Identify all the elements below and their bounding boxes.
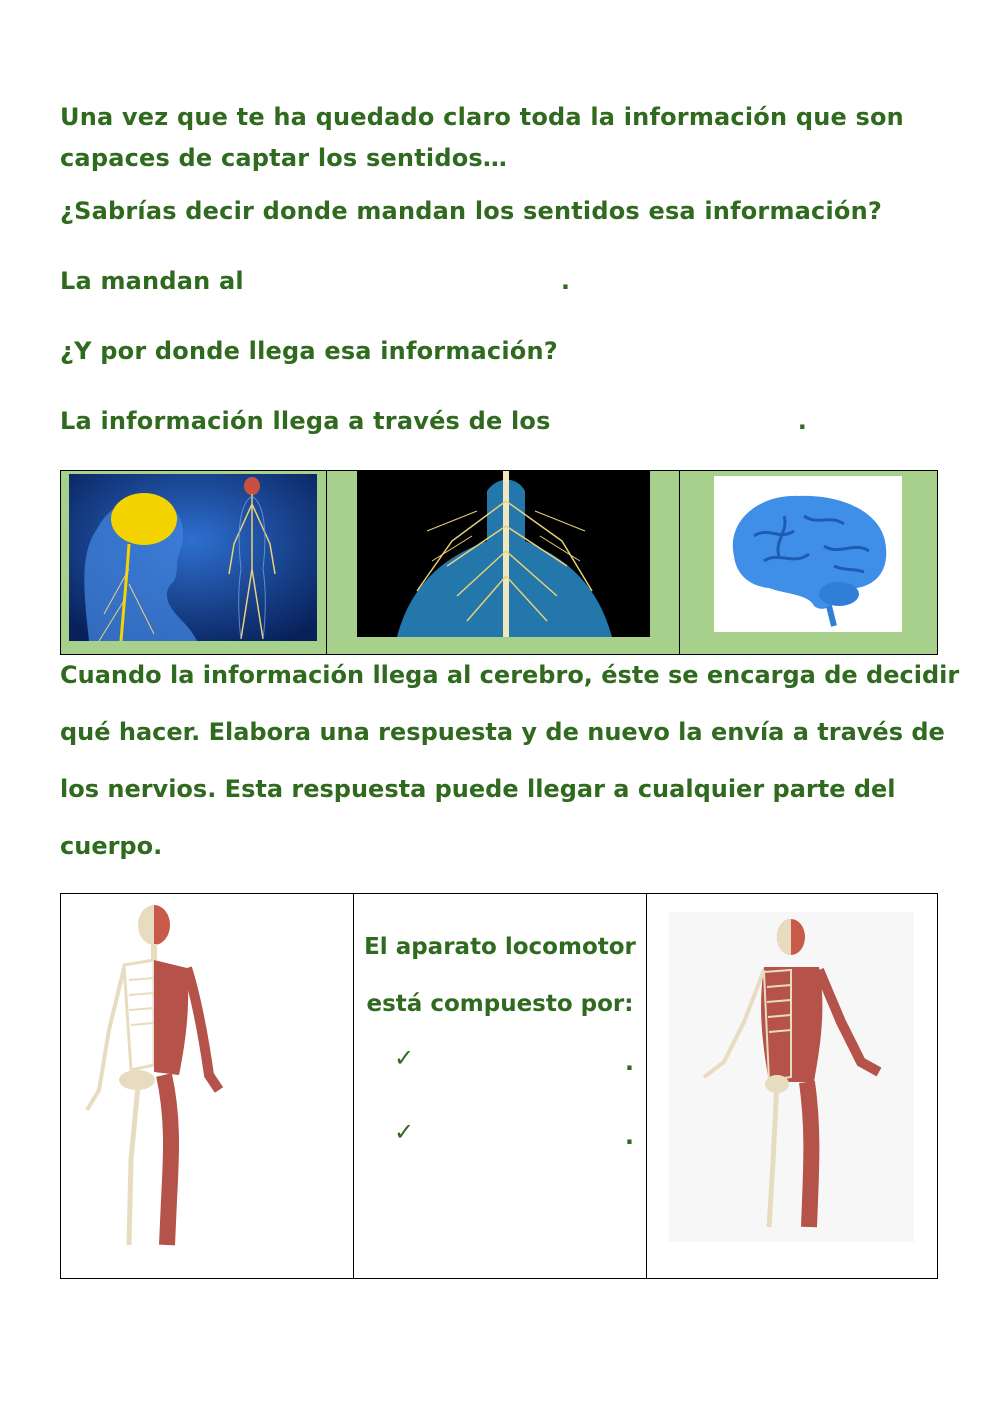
answer-2-prefix: La información llega a través de los — [60, 407, 551, 435]
question-1: ¿Sabrías decir donde mandan los sentidos esa información? — [60, 197, 883, 225]
answer-1-suffix: . — [560, 267, 571, 295]
strip-divider — [326, 471, 327, 654]
skeleton-muscle-figure-right — [669, 912, 914, 1242]
checkmark-icon: ✓ — [394, 1118, 415, 1146]
locomotor-item-2-suffix: . — [624, 1122, 634, 1150]
answer-1-blank-input[interactable] — [252, 267, 552, 295]
locomotor-item-2-input[interactable] — [434, 1118, 604, 1146]
locomotor-title-line-2: está compuesto por: — [366, 991, 634, 1017]
nervous-system-image-strip — [60, 470, 938, 655]
answer-1-prefix: La mandan al — [60, 267, 244, 295]
nervous-system-woman-image — [69, 474, 317, 641]
explanation-paragraph — [60, 647, 960, 875]
locomotor-title-line-1: El aparato locomotor — [364, 934, 636, 960]
locomotor-item-1-suffix: . — [624, 1048, 634, 1076]
strip-divider — [679, 471, 680, 654]
locomotor-item-1-input[interactable] — [434, 1044, 604, 1072]
skeleton-muscle-figure-left — [69, 900, 239, 1262]
paragraph-line: qué hacer. Elabora una respuesta y de nuevo la envía a través de — [60, 718, 945, 746]
locomotor-item-1 — [394, 1044, 634, 1074]
locomotor-item-2 — [394, 1118, 634, 1148]
locomotor-table — [60, 893, 938, 1279]
answer-2-suffix: . — [797, 407, 808, 435]
question-2: ¿Y por donde llega esa información? — [60, 337, 558, 365]
paragraph-line: Cuando la información llega al cerebro, éste se encarga de decidir — [60, 661, 960, 689]
answer-2-blank-input[interactable] — [559, 407, 789, 435]
intro-line-2: capaces de captar los sentidos… — [60, 144, 508, 172]
answer-2-row — [60, 407, 807, 435]
brain-image — [714, 476, 902, 632]
checkmark-icon: ✓ — [394, 1044, 415, 1072]
table-divider — [646, 894, 647, 1278]
spinal-nerves-image — [357, 471, 650, 637]
intro-line-1: Una vez que te ha quedado claro toda la información que son — [60, 103, 904, 131]
paragraph-line: los nervios. Esta respuesta puede llegar a cualquier parte del — [60, 775, 896, 803]
answer-1-row — [60, 267, 570, 295]
paragraph-line: cuerpo. — [60, 832, 163, 860]
